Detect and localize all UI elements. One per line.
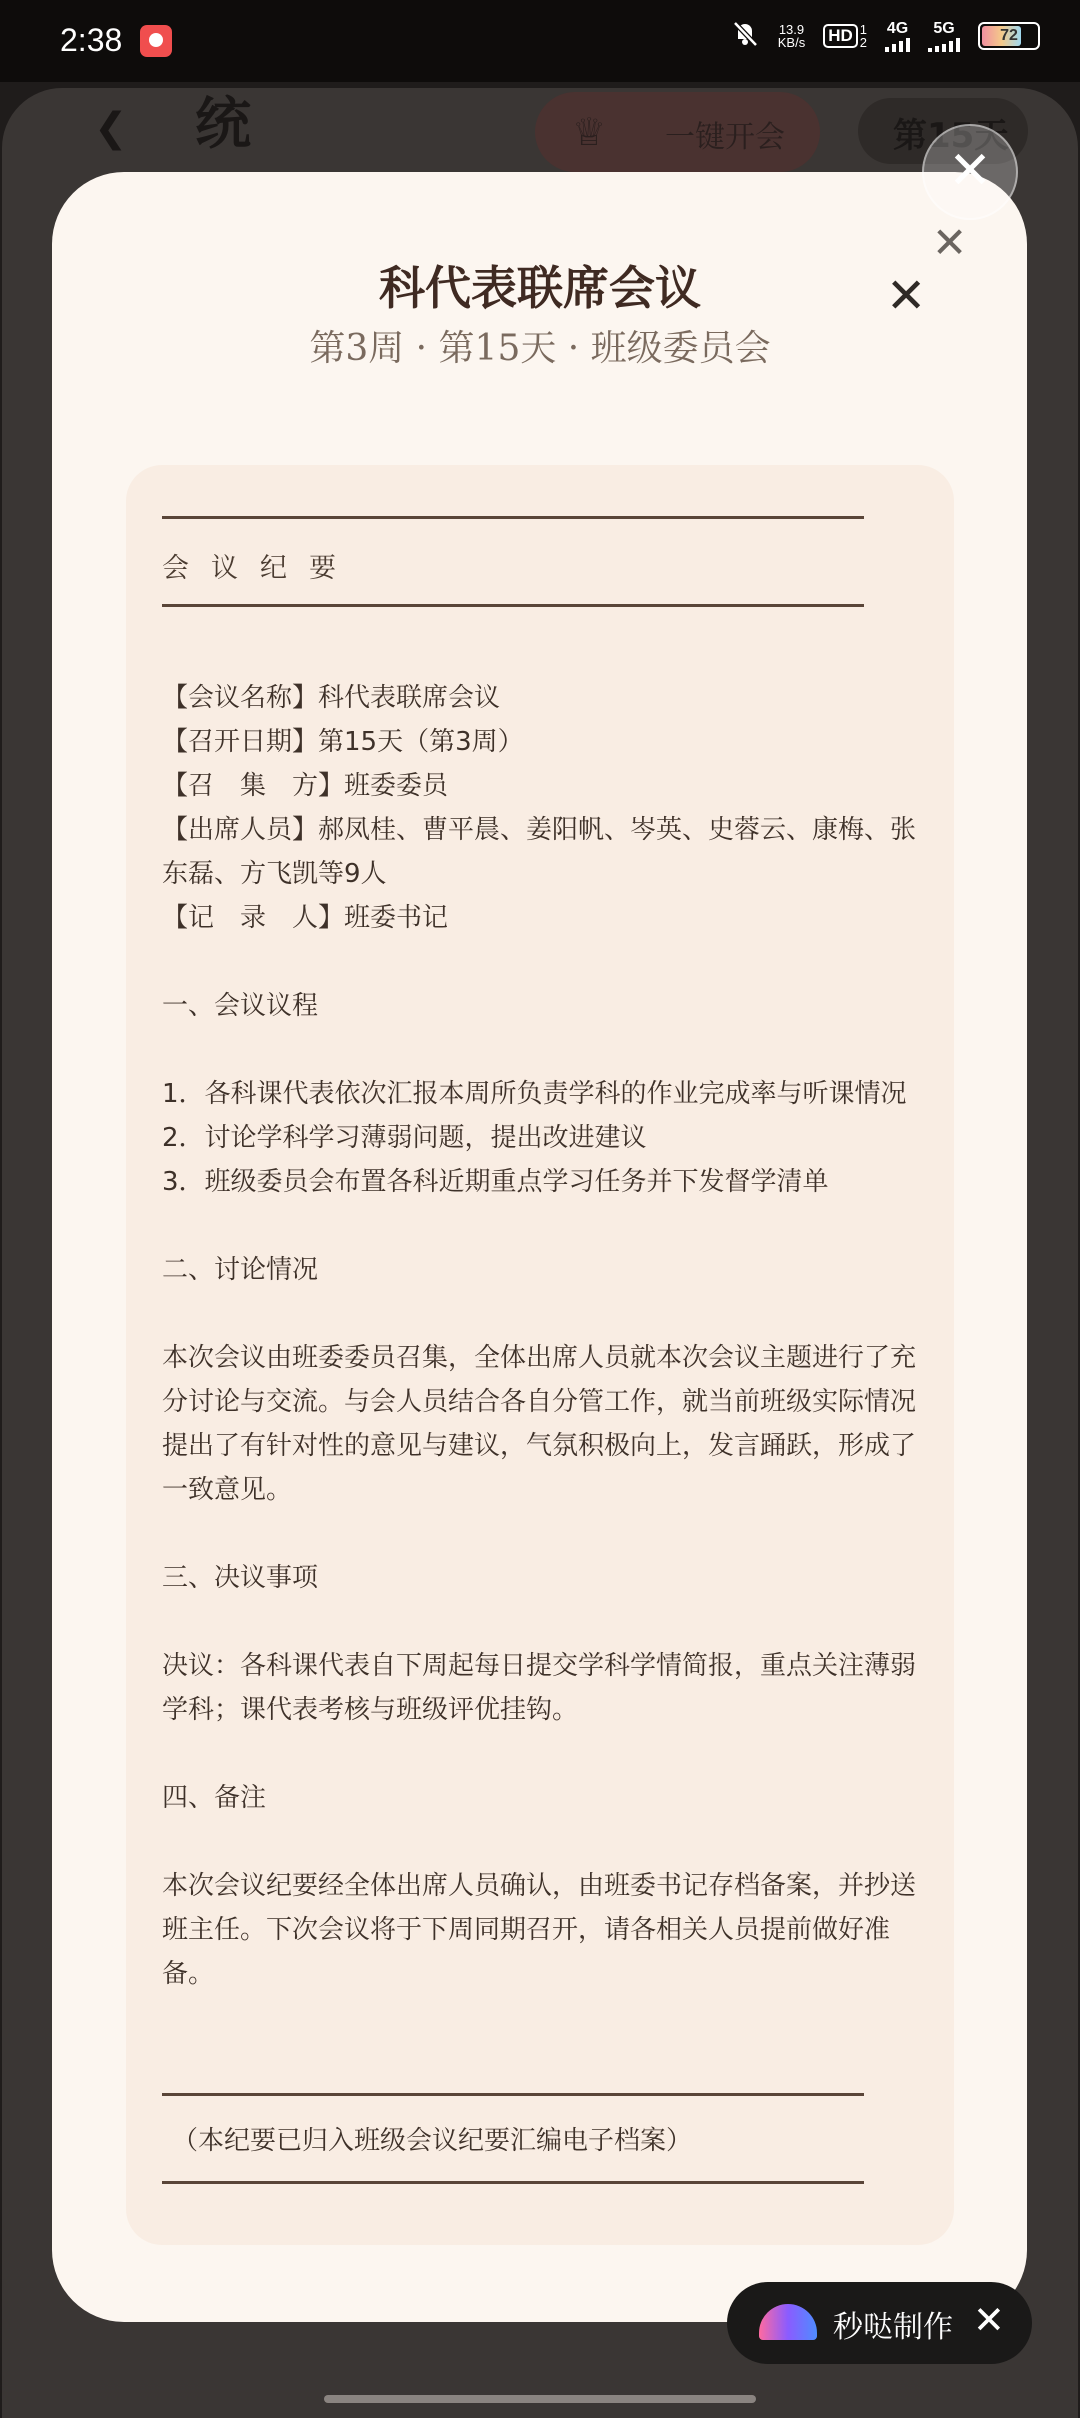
badge-label: 秒哒制作: [833, 2310, 953, 2345]
signal-4g: 4G: [885, 20, 910, 52]
document-line: 一、会议议程: [162, 991, 319, 1021]
paragraph-gap: [162, 1204, 922, 1248]
paragraph-gap: [162, 1820, 922, 1864]
close-icon[interactable]: ✕: [932, 218, 968, 267]
one-click-meeting-label: 一键开会: [665, 120, 785, 155]
home-indicator[interactable]: [324, 2395, 756, 2403]
miaoda-logo-icon: [759, 2304, 817, 2340]
mute-icon: [730, 18, 760, 54]
document-line: 本次会议由班委委员召集，全体出席人员就本次会议主题进行了充分讨论与交流。与会人员结合各自分管工作，就当前班级实际情况提出了有针对性的意见与建议，气氛积极向上，发言踊跃，形成了一致意见。: [162, 1343, 917, 1505]
paragraph-gap: [162, 1292, 922, 1336]
document-line: 【召开日期】第15天（第3周）: [162, 727, 524, 757]
document-line: 【记 录 人】班委书记: [162, 903, 449, 933]
day-pill-label: 第15天: [893, 116, 1009, 156]
hd-indicator: HD 1 2: [823, 23, 867, 49]
divider: [162, 2181, 864, 2184]
document-line: 决议：各科课代表自下周起每日提交学科学情简报，重点关注薄弱学科；课代表考核与班级评优挂钩。: [162, 1651, 917, 1725]
signal-bars-icon: [928, 38, 960, 52]
made-with-badge[interactable]: [727, 2282, 1032, 2364]
document-line: 【召 集 方】班委委员: [162, 771, 449, 801]
battery-icon: 72: [978, 22, 1040, 50]
close-overlay-button[interactable]: ✕: [922, 124, 1018, 220]
background-title: 统: [195, 92, 251, 157]
badge-close-button[interactable]: ✕: [973, 2298, 1005, 2342]
paragraph-gap: [162, 940, 922, 984]
status-time: 2:38: [60, 22, 123, 58]
net-speed: 13.9 KB/s: [777, 22, 806, 50]
document-line: 四、备注: [162, 1783, 267, 1813]
crown-icon: ♕: [572, 110, 607, 154]
chevron-left-icon[interactable]: ❮: [94, 105, 128, 151]
document-line: 2．讨论学科学习薄弱问题，提出改进建议: [162, 1123, 647, 1153]
document-line: 二、讨论情况: [162, 1255, 319, 1285]
document-line: 1．各科课代表依次汇报本周所负责学科的作业完成率与听课情况: [162, 1079, 907, 1109]
document-line: 3．班级委员会布置各科近期重点学习任务并下发督学清单: [162, 1167, 829, 1197]
document-line: 【出席人员】郝凤桂、曹平晨、姜阳帆、岑英、史蓉云、康梅、张东磊、方飞凯等9人: [162, 815, 917, 889]
status-bar: [0, 0, 1080, 82]
divider: [162, 516, 864, 519]
document-body: [162, 676, 922, 1996]
modal-close-button[interactable]: ✕: [886, 268, 927, 324]
signal-5g: 5G: [928, 20, 960, 52]
document-line: 【会议名称】科代表联席会议: [162, 683, 501, 713]
document-line: 三、决议事项: [162, 1563, 319, 1593]
divider: [162, 604, 864, 607]
paragraph-gap: [162, 1028, 922, 1072]
paragraph-gap: [162, 1512, 922, 1556]
document-line: 本次会议纪要经全体出席人员确认，由班委书记存档备案，并抄送班主任。下次会议将于下周同期召开，请各相关人员提前做好准备。: [162, 1871, 917, 1989]
status-icons: [730, 18, 1040, 54]
modal-title: 科代表联席会议: [379, 261, 701, 315]
signal-bars-icon: [885, 38, 910, 52]
archive-note: （本纪要已归入班级会议纪要汇编电子档案）: [172, 2126, 693, 2156]
document-heading: 会议纪要: [162, 553, 358, 584]
paragraph-gap: [162, 1732, 922, 1776]
divider: [162, 2093, 864, 2096]
app-notification-icon: [140, 25, 172, 57]
paragraph-gap: [162, 1600, 922, 1644]
modal-subtitle: 第3周 · 第15天 · 班级委员会: [309, 328, 771, 369]
